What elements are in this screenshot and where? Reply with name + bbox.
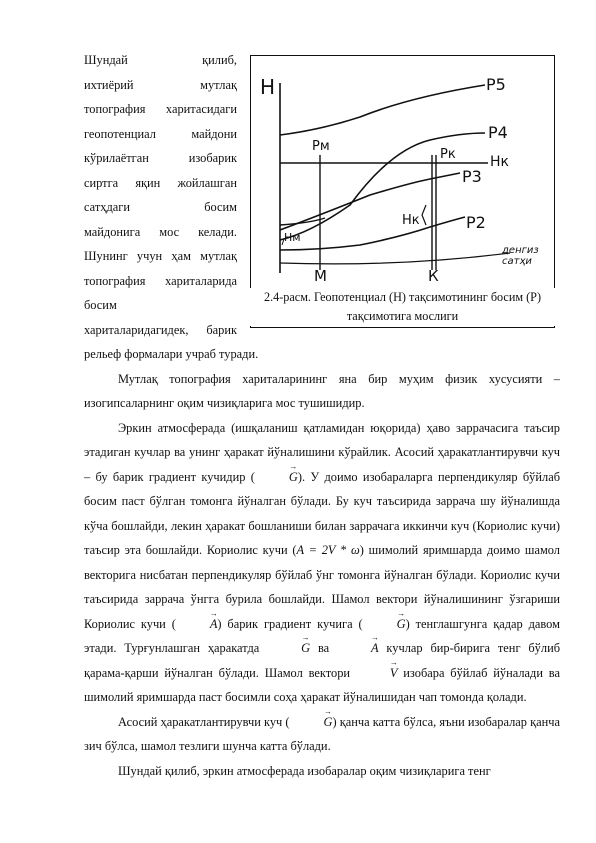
left-column-text: [84, 48, 237, 342]
math-a: → A: [337, 636, 379, 661]
text-line: сатҳдаги босим: [84, 200, 237, 214]
label-k: К: [428, 267, 439, 285]
text-line: геопотенциал майдони: [84, 126, 237, 141]
math-v: → V: [356, 661, 398, 686]
figure-geopotential: [250, 55, 555, 328]
math-g: → G: [290, 710, 333, 735]
text-line: хариталаридагидек, барик: [84, 322, 237, 337]
text-line: Шундай қилиб,: [84, 53, 237, 67]
paragraph: Шундай қилиб, эркин атмосферада изобаралар оқим чизиқларига тенг: [118, 763, 491, 778]
math-g: → G: [363, 612, 406, 637]
math-g: → G: [255, 465, 298, 490]
text-line: ихтиёрий мутлақ: [84, 77, 237, 92]
paragraph: Мутлақ топография хариталарининг яна бир муҳим физик хусусияти – изогипсаларнинг оқим чизиқларига мос тушишидир.: [84, 371, 560, 410]
main-text: [84, 342, 560, 783]
label-p3: P3: [462, 167, 482, 186]
paragraph: Эркин атмосферада (ишқаланиш қатламидан юқорида) ҳаво заррачасига таъсир этадиган кучлар ва унинг ҳаракат йўналишини кўрайлик. Асосий ҳаракатлантирувчи куч – бу барик градиент кучидир (→ G). У доимо изобараларга перпендикуляр бўйлаб босим паст бўлган томонга йўналган бўлади. Бу куч таъсирида заррача шу йўналишда кўча бошлайди, лекин ҳаракат бошланиши билан заррачага иккинчи куч (Кориолис кучи) таъсир эта бошлайди. Кориолис кучи (A = 2V * ω) шимолий яримшарда доимо шамол векторига нисбатан перпендикуляр бўйлаб ўнг томонга йўналган бўлади. Кориолис кучи таъсирида заррача ўнгга бурила бошлайди. Шамол вектори йўналишининг ўзгариши Кориолис кучи (→ A) барик градиент кучига (→ G) тенглашгунга қадар давом этади. Турғунлашган ҳаракатда → G ва → A кучлар бир-бирига тенг бўлиб қарама-қарши йўналган бўлади. Шамол вектори → V изобара бўйлаб йўналади ва шимолий яримшарда паст босимли соҳа ҳаракат йўналишидан чап томонда қолади.: [84, 416, 560, 710]
label-p4: P4: [488, 123, 508, 142]
text-line: майдонига мос келади.: [84, 224, 237, 239]
label-pm: Pм: [312, 139, 330, 154]
label-p5: P5: [486, 75, 506, 94]
math-g: → G: [267, 636, 310, 661]
figure-caption: 2.4-расм. Геопотенциал (Н) тақсимотининг босим (Р) тақсимотига мослиги: [250, 288, 555, 326]
text-line: Шунинг учун ҳам мутлақ: [84, 249, 237, 263]
label-hk: Нк: [402, 213, 420, 228]
text-line: топография харитасидаги: [84, 102, 237, 116]
label-sea-level: денгиз сатҳи: [502, 245, 539, 267]
label-h: Н: [260, 75, 276, 99]
paragraph: Асосий ҳаракатлантирувчи куч (→ G) қанча катта бўлса, яъни изобаралар қанча зич бўлса, шамол тезлиги шунча катта бўлади.: [84, 710, 560, 759]
math-coriolis: A = 2V * ω: [296, 543, 360, 557]
text-line: сиртга яқин жойлашган: [84, 175, 237, 190]
label-p2: P2: [466, 213, 486, 232]
paragraph: рельеф формалари учраб туради.: [84, 347, 259, 361]
text-line: кўрилаётган изобарик: [84, 151, 237, 165]
text-line: топография хариталарида: [84, 273, 237, 288]
label-pk: Pк: [440, 147, 456, 162]
math-a: → A: [176, 612, 218, 637]
label-hm: Нм: [284, 231, 301, 244]
text-line: босим: [84, 298, 117, 312]
label-hk-line: Нк: [490, 154, 509, 170]
label-m: М: [314, 267, 327, 285]
